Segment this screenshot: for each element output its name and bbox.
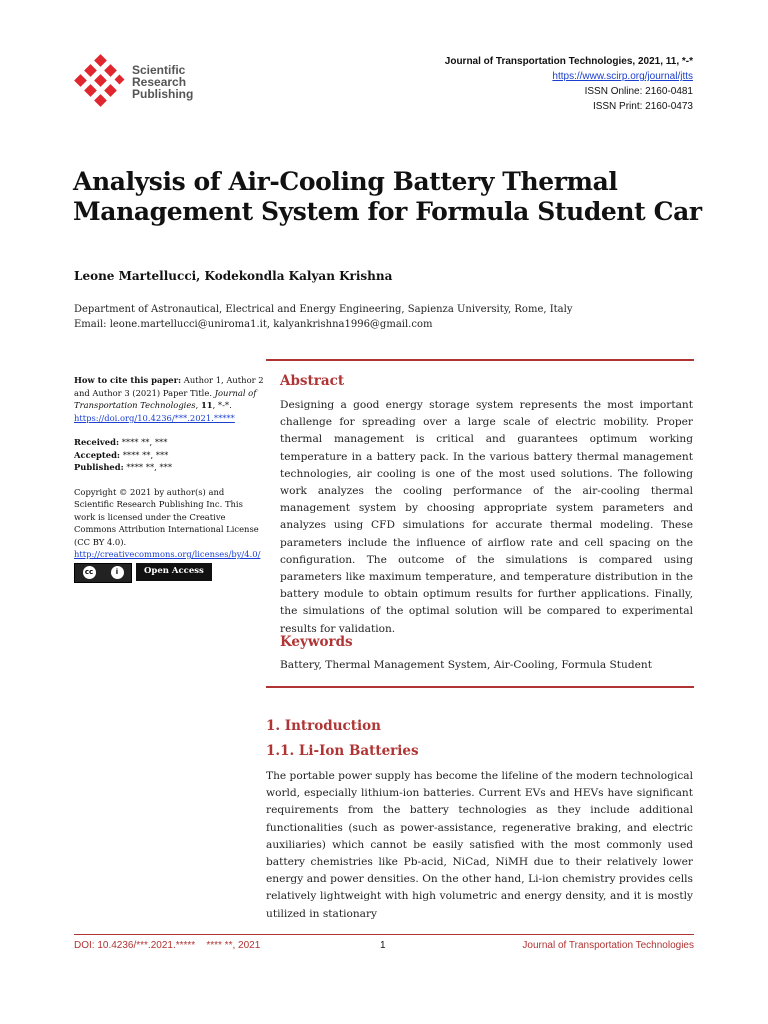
keywords-bottom-rule	[266, 686, 694, 688]
journal-url-link[interactable]: https://www.scirp.org/journal/jtts	[552, 71, 693, 82]
issn-online: ISSN Online: 2160-0481	[584, 86, 693, 97]
journal-line: Journal of Transportation Technologies, 2021, 11, *-*	[444, 56, 693, 67]
footer-date: **** **, 2021	[206, 940, 261, 951]
keywords-heading: Keywords	[280, 634, 353, 650]
intro-text: The portable power supply has become the lifeline of the modern technological world, especially lithium-ion batteries. Current EVs and HEVs have significant requirements from the battery technologies as they include additional functionalities (such as power-assistance, regenerative braking, and electric auxiliaries) which cannot be easily satisfied with the most commonly used battery chemistries like Pb-acid, NiCad, NiMH due to their relatively lower energy and power densities. On the other hand, Li-ion chemistry provides cells relatively lightweight with high volumetric and energy density, and it is mostly utilized in stationary	[266, 770, 693, 920]
copyright: Copyright © 2021 by author(s) and Scientific Research Publishing Inc. This work is licensed under the Creative Commons Attribution International License (CC BY 4.0). http://creativecommons.org/licenses/by/4.0/	[74, 486, 261, 559]
journal-info	[445, 54, 693, 114]
sidebar	[74, 374, 264, 583]
by-icon: i	[111, 566, 124, 579]
open-access-badge: Open Access	[136, 563, 212, 581]
cc-icon: cc	[83, 566, 96, 579]
email: Email: leone.martellucci@uniroma1.it, kalyankrishna1996@gmail.com	[74, 319, 433, 330]
cc-by-badge[interactable]	[74, 563, 132, 583]
doi-link[interactable]: https://doi.org/10.4236/***.2021.*****	[74, 412, 235, 423]
scirp-diamond-icon	[74, 54, 130, 110]
footer-journal: Journal of Transportation Technologies	[522, 940, 694, 951]
intro-heading: 1. Introduction	[266, 718, 381, 734]
license-link[interactable]: http://creativecommons.org/licenses/by/4.0/	[74, 549, 261, 559]
footer-doi: DOI: 10.4236/***.2021.***** **** **, 2021	[74, 940, 261, 951]
license-badges	[74, 563, 264, 583]
affiliation: Department of Astronautical, Electrical and Energy Engineering, Sapienza University, Rome, Italy	[74, 304, 573, 315]
abstract-heading: Abstract	[280, 373, 345, 389]
citation: How to cite this paper: Author 1, Author 2 and Author 3 (2021) Paper Title. Journal of Transportation Technologies, 11, *-*. https://doi.org/10.4236/***.2021.*****	[74, 375, 264, 423]
paper-title: Analysis of Air-Cooling Battery Thermal Management System for Formula Student Car	[73, 167, 702, 226]
footer-rule	[74, 934, 694, 935]
page-number: 1	[380, 940, 386, 951]
authors: Leone Martellucci, Kodekondla Kalyan Krishna	[74, 269, 393, 283]
affiliation-block	[74, 302, 573, 332]
keywords-text: Battery, Thermal Management System, Air-Cooling, Formula Student	[280, 659, 652, 671]
abstract-text: Designing a good energy storage system represents the most important challenge for spreading over a large scale of electric mobility. Proper thermal management is critical and guarantees optimum working temperature in a battery pack. In the various battery thermal management technologies, air cooling is one of the most used solutions. The following work analyzes the cooling performance of the air-cooling thermal management system by choosing appropriate system parameters and analyzes using CFD simulations for accurate thermal modeling. These parameters include the influence of airflow rate and cell spacing on the configuration. The outcome of the simulations is compared using parameters like maximum temperature, and temperature distribution in the battery module to obtain optimum results for further applications. Finally, the simulations of the optimal solution will be compared to experimental results for validation.	[280, 399, 693, 635]
issn-print: ISSN Print: 2160-0473	[592, 101, 693, 112]
abstract-top-rule	[266, 359, 694, 361]
publisher-name: Scientific Research Publishing	[132, 63, 194, 101]
publisher-logo	[74, 54, 204, 110]
intro-subheading: 1.1. Li-Ion Batteries	[266, 743, 419, 759]
dates: Received: **** **, *** Accepted: **** **, *** Published: **** **, ***	[74, 437, 173, 472]
